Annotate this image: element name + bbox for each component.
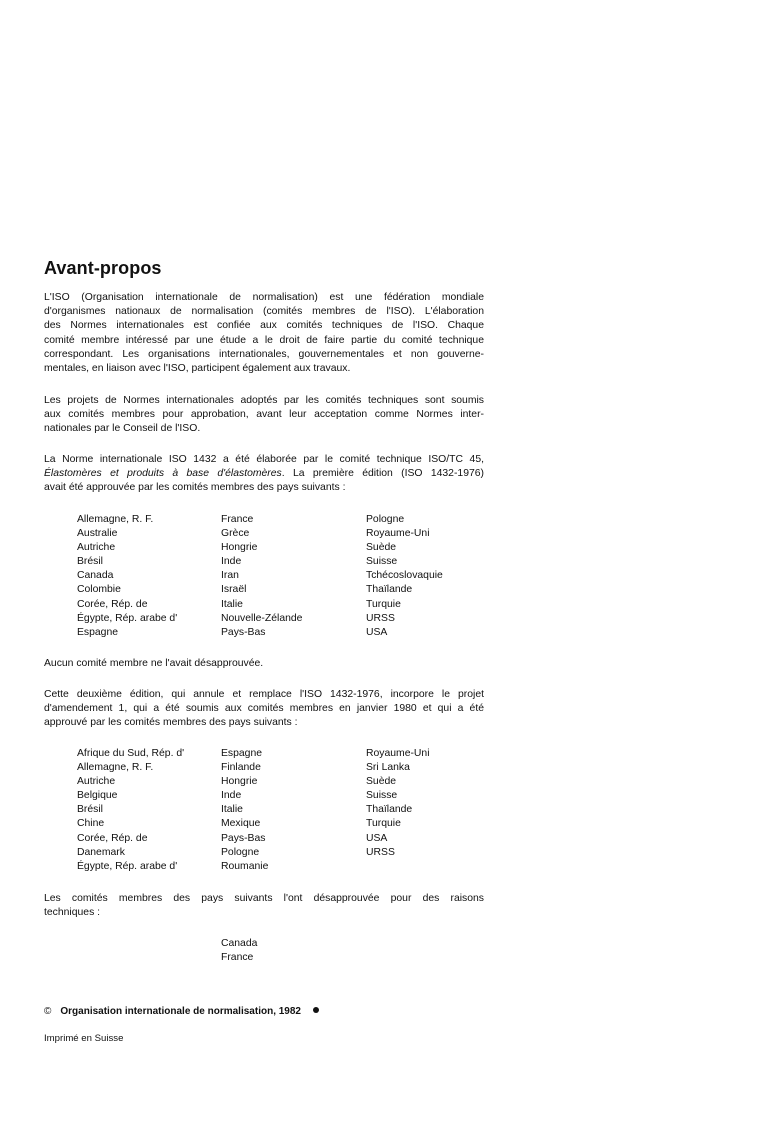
country-item: USA [366, 832, 388, 844]
country-item: Italie [221, 598, 243, 610]
country-item: Pays-Bas [221, 626, 266, 638]
text-line: avait été approuvée par les comités membres des pays suivants : [44, 482, 346, 494]
country-item: Inde [221, 790, 242, 802]
text-line: Les comités membres des pays suivants l'ont désapprouvée pour des raisons [44, 893, 484, 904]
country-item: Thaïlande [366, 584, 413, 596]
country-item: Italie [221, 804, 243, 816]
country-list-1976 [77, 513, 477, 643]
country-item: Iran [221, 570, 239, 582]
country-item: Pologne [221, 846, 260, 858]
country-item: Afrique du Sud, Rép. d' [77, 748, 185, 759]
printed-in: Imprimé en Suisse [44, 1033, 124, 1044]
country-item: Hongrie [221, 776, 258, 788]
country-item: Allemagne, R. F. [77, 762, 154, 774]
country-item: Royaume-Uni [366, 748, 430, 759]
country-item: Royaume-Uni [366, 528, 430, 540]
country-column [221, 747, 268, 874]
text-line: correspondant. Les organisations internationales, gouvernementales et non gouverne- [44, 348, 484, 360]
text-line: des Normes internationales est confiée aux comités techniques de l'ISO. Chaque [44, 320, 484, 332]
country-item: Mexique [221, 818, 261, 830]
text-fragment: . La première édition (ISO 1432-1976) [281, 468, 484, 480]
text-line: La Norme internationale ISO 1432 a été élaborée par le comité technique ISO/TC 45, [44, 454, 484, 465]
country-item: Suisse [366, 790, 398, 802]
country-item: Inde [221, 556, 242, 568]
country-item: Finlande [221, 762, 261, 774]
country-item: Autriche [77, 776, 116, 788]
country-item: Allemagne, R. F. [77, 514, 154, 525]
text-line: Les projets de Normes internationales adoptés par les comités techniques sont soumis [44, 395, 484, 406]
country-item: Espagne [77, 626, 119, 638]
text-line: d'organismes nationaux de normalisation (comités membres de l'ISO). L'élaboration [44, 306, 484, 318]
country-item: Pologne [366, 514, 405, 525]
country-item: Belgique [77, 790, 118, 802]
country-item: Égypte, Rép. arabe d' [77, 612, 178, 624]
country-column [366, 747, 430, 860]
country-item: Chine [77, 818, 105, 830]
text-line: comité membre intéressé par une étude a le droit de faire partie du comité technique [44, 334, 484, 346]
page-title: Avant-propos [44, 258, 162, 278]
text-line: d'amendement 1, qui a été soumis aux comités membres en janvier 1980 et qui a été [44, 703, 484, 715]
country-item: France [221, 514, 254, 525]
text-line: approuvé par les comités membres des pays suivants : [44, 717, 298, 729]
country-item: Corée, Rép. de [77, 832, 148, 844]
copyright-icon: © [44, 1006, 52, 1017]
bullet-icon [313, 1007, 319, 1013]
country-item: Israël [221, 584, 247, 596]
country-item: Australie [77, 528, 118, 540]
country-item: Nouvelle-Zélande [221, 612, 303, 624]
country-item: Danemark [77, 846, 125, 858]
country-item: Corée, Rép. de [77, 598, 148, 610]
text-line: L'ISO (Organisation internationale de normalisation) est une fédération mondiale [44, 292, 484, 303]
standard-paragraph [44, 453, 484, 496]
country-item: Suède [366, 542, 397, 554]
text-line: techniques : [44, 907, 101, 919]
country-item: Colombie [77, 584, 121, 596]
text-line [44, 467, 484, 481]
country-item: Espagne [221, 748, 263, 759]
country-item: Suisse [366, 556, 398, 568]
country-item: Brésil [77, 804, 103, 816]
country-item: Turquie [366, 598, 401, 610]
country-item: Pays-Bas [221, 832, 266, 844]
disapproving-country: France [221, 952, 254, 963]
country-column [366, 513, 443, 640]
country-item: Sri Lanka [366, 762, 410, 774]
country-item: Thaïlande [366, 804, 413, 816]
no-disapproval-note: Aucun comité membre ne l'avait désapprouvée. [44, 658, 264, 669]
committee-title: Élastomères et produits à base d'élastomères [44, 468, 282, 480]
country-list-1980 [77, 747, 477, 877]
country-item: Hongrie [221, 542, 258, 554]
second-edition-paragraph [44, 688, 484, 731]
country-item: Autriche [77, 542, 116, 554]
disapproval-paragraph [44, 892, 484, 920]
country-item: Turquie [366, 818, 401, 830]
country-column [77, 747, 184, 874]
country-column [221, 513, 302, 640]
drafts-paragraph [44, 394, 484, 437]
text-line: mentales, en liaison avec l'ISO, participent également aux travaux. [44, 363, 351, 375]
copyright-line [44, 1006, 319, 1017]
intro-paragraph [44, 291, 484, 376]
country-item: Égypte, Rép. arabe d' [77, 860, 178, 872]
disapproving-country: Canada [221, 938, 258, 949]
country-item: Suède [366, 776, 397, 788]
country-column [77, 513, 177, 640]
text-line: Cette deuxième édition, qui annule et remplace l'ISO 1432-1976, incorpore le projet [44, 689, 484, 700]
country-item: URSS [366, 612, 395, 624]
text-line: nationales par le Conseil de l'ISO. [44, 423, 201, 435]
country-item: URSS [366, 846, 395, 858]
text-line: aux comités membres pour approbation, avant leur acceptation comme Normes inter- [44, 409, 484, 421]
copyright-text: Organisation internationale de normalisation, 1982 [60, 1006, 301, 1017]
country-item: Grèce [221, 528, 250, 540]
country-item: USA [366, 626, 388, 638]
country-item: Roumanie [221, 860, 269, 872]
country-item: Canada [77, 570, 114, 582]
country-item: Brésil [77, 556, 103, 568]
country-item: Tchécoslovaquie [366, 570, 443, 582]
